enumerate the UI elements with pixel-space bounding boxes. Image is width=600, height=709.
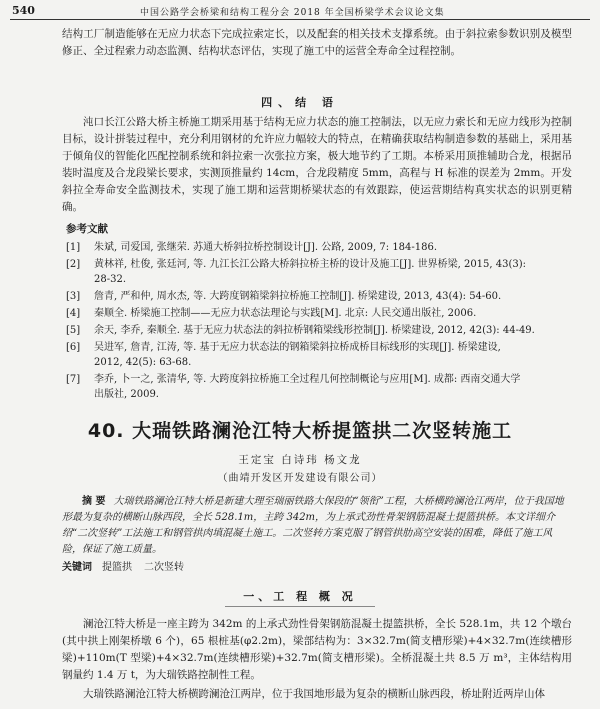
reference-item: [6] 吴进军, 詹青, 江涛, 等. 基于无应力状态法的钢箱梁斜拉桥成桥目标线形的实现[J]. 桥梁建设, 2012, 42(5): 63-68. (66, 342, 501, 368)
article-title: 40. 大瑞铁路澜沧江特大桥提篮拱二次竖转施工 (87, 420, 513, 442)
page-header (0, 0, 600, 22)
reference-item: [3] 詹青, 严和仲, 周水杰, 等. 大跨度钢箱梁斜拉桥施工控制[J]. 桥梁建设, 2013, 43(4): 54-60. (66, 291, 502, 302)
reference-item: [1] 朱斌, 司爱国, 张继荣. 苏通大桥斜拉桥控制设计[J]. 公路, 2009, 7: 184-186. (66, 242, 438, 253)
reference-item: [2] 黄林祥, 杜俊, 张廷河, 等. 九江长江公路大桥斜拉桥主桥的设计及施工[J]. 世界桥梁, 2015, 43(3): 28-32. (66, 259, 527, 285)
conclusion-text: 沌口长江公路大桥主桥施工期采用基于结构无应力状态的施工控制法，以无应力索长和无应力线形为控制目标，设计拼装过程中，充分利用钢材的允许应力幅较大的特点，在精确获取结构制造参数的基础上，采用基于倾角仪的智能化匹配控制系统和斜拉索一次张拉方案，极大地节约了工期。本桥采用顶推辅助合龙，根据吊装时温度及合龙段梁长要求，实测顶推量约 14cm，合龙段精度 5mm，高程与 H 标准的误差为 2mm。开发斜拉全寿命安全监测技术，实现了施工期和运营期桥梁状态的有效跟踪，使运营期结构真实状态的识别更精确。 (62, 116, 572, 213)
section-paragraph: 澜沧江特大桥是一座主跨为 342m 的上承式劲性骨架钢筋混凝土提篮拱桥，全长 528.1m，共 12 个墩台(其中拱上刚架桥墩 6 个)，65 根桩基(φ2.2m)，梁部结构为：3×32.7m(简支槽形梁)+4×32.7m(连续槽形梁)+110m(T 型梁)+4×32.7m(连续槽形梁)+32.7m(简支槽形梁)。全桥混凝土共 8.5 万 m³，主体结构用钢量约 1.4 万 t，为大瑞铁路控制性工程。 (62, 618, 572, 681)
keyword: 二次竖转 (144, 562, 184, 573)
article-affiliation: （曲靖开发区开发建设有限公司） (217, 473, 383, 484)
section-paragraph: 大瑞铁路澜沧江特大桥横跨澜沧江两岸，位于我国地形最为复杂的横断山脉西段，桥址附近两岸山体 (83, 688, 545, 700)
reference-item: [4] 秦顺全. 桥梁施工控制——无应力状态法理论与实践[M]. 北京: 人民交通出版社, 2006. (66, 308, 477, 319)
keywords (62, 558, 196, 573)
header-rule (10, 19, 590, 20)
top-paragraph: 结构工厂制造能够在无应力状态下完成拉索定长，以及配套的相关技术支撑系统。由于斜拉索参数识别及模型修正、全过程索力动态监测、结构状态评估，实现了施工中的运营全寿命全过程控制。 (62, 28, 572, 57)
abstract-text: 大瑞铁路澜沧江特大桥是新建大理至瑞丽铁路大保段的“领衔”工程，大桥横跨澜沧江两岸，位于我国地形最为复杂的横断山脉西段，全长 528.1m，主跨 342m，为上承式劲性骨架钢筋混凝土提篮拱桥。本文详细介绍“二次竖转”工法施工和钢管拱肉填混凝土施工。二次竖转方案克服了钢管拱肋高空安装的困难，降低了施工风险，保证了施工质量。 (62, 496, 564, 555)
abstract-label: 摘 要 (82, 496, 106, 507)
keywords-label: 关键词 (62, 562, 92, 573)
reference-item: [7] 李乔, 卜一之, 张清华, 等. 大跨度斜拉桥施工全过程几何控制概论与应用[M]. 成都: 西南交通大学 出版社, 2009. (66, 374, 521, 400)
conclusion-heading: 四、结 语 (261, 96, 339, 109)
keyword: 提篮拱 (102, 562, 132, 573)
section-rule (225, 606, 375, 607)
reference-item: [5] 余天, 李乔, 秦顺全. 基于无应力状态法的斜拉桥钢箱梁线形控制[J]. 桥梁建设, 2012, 42(3): 44-49. (66, 325, 535, 336)
article-authors: 王定宝 白诗玮 杨文龙 (238, 454, 362, 466)
references-heading: 参考文献 (66, 223, 108, 235)
page-number: 540 (12, 4, 35, 17)
section-heading: 一、工 程 概 况 (243, 590, 357, 603)
abstract (62, 494, 572, 558)
conference-title: 中国公路学会桥梁和结构工程分会 2018 年全国桥梁学术会议论文集 (140, 8, 445, 18)
